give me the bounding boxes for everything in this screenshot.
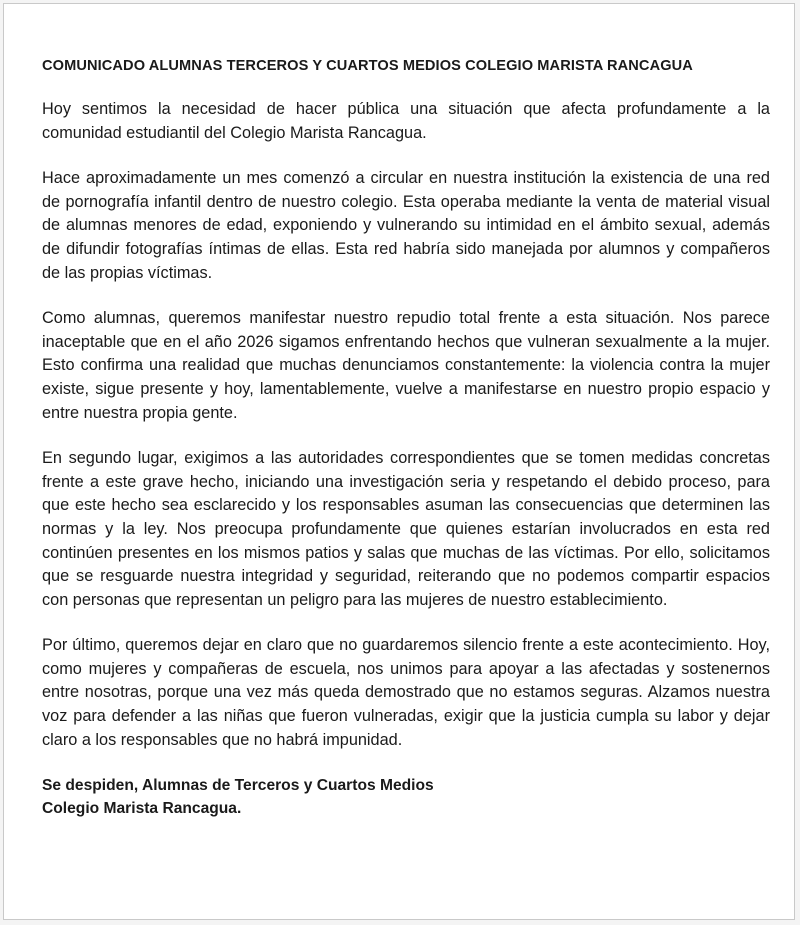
signoff-line-2: Colegio Marista Rancagua. — [42, 800, 242, 818]
signoff-line-1: Se despiden, Alumnas de Terceros y Cuartos Medios — [42, 777, 434, 795]
document-frame — [3, 3, 795, 920]
document-title: COMUNICADO ALUMNAS TERCEROS Y CUARTOS MEDIOS COLEGIO MARISTA RANCAGUA — [42, 58, 693, 74]
paragraph-closing: Por último, queremos dejar en claro que no guardaremos silencio frente a este acontecimiento. Hoy, como mujeres y compañeras de escuela, nos unimos para apoyar a las afectadas y sostenernos entre nosotras, porque una vez más queda demostrado que no estamos seguras. Alzamos nuestra voz para defender a las niñas que fueron vulneradas, exigir que la justicia cumpla su labor y dejar claro a los responsables que no habrá impunidad. — [42, 636, 770, 749]
paragraph-repudiation: Como alumnas, queremos manifestar nuestro repudio total frente a esta situación. Nos parece inaceptable que en el año 2026 sigamos enfrentando hechos que vulneran sexualmente a la mujer. Esto confirma una realidad que muchas denunciamos constantemente: la violencia contra la mujer existe, sigue presente y hoy, lamentablemente, vuelve a manifestarse en nuestro propio espacio y entre nuestra propia gente. — [42, 309, 770, 422]
paragraph-intro: Hoy sentimos la necesidad de hacer pública una situación que afecta profundamente a la comunidad estudiantil del Colegio Marista Rancagua. — [42, 100, 770, 142]
document-body — [42, 56, 770, 820]
paragraph-demands: En segundo lugar, exigimos a las autoridades correspondientes que se tomen medidas concretas frente a este grave hecho, iniciando una investigación seria y respetando el debido proceso, para que este hecho sea esclarecido y los responsables asuman las consecuencias que determinen las normas y la ley. Nos preocupa profundamente que quienes estarían involucrados en esta red continúen presentes en los mismos patios y salas que muchas de las víctimas. Por ello, solicitamos que se resguarde nuestra integridad y seguridad, reiterando que no podemos compartir espacios con personas que representan un peligro para las mujeres de nuestro establecimiento. — [42, 449, 770, 609]
paragraph-facts: Hace aproximadamente un mes comenzó a circular en nuestra institución la existencia de una red de pornografía infantil dentro de nuestro colegio. Esta operaba mediante la venta de material visual de alumnas menores de edad, exponiendo y vulnerando su intimidad en el ámbito sexual, además de difundir fotografías íntimas de ellas. Esta red habría sido manejada por alumnos y compañeros de las propias víctimas. — [42, 169, 770, 282]
signoff — [42, 774, 770, 820]
